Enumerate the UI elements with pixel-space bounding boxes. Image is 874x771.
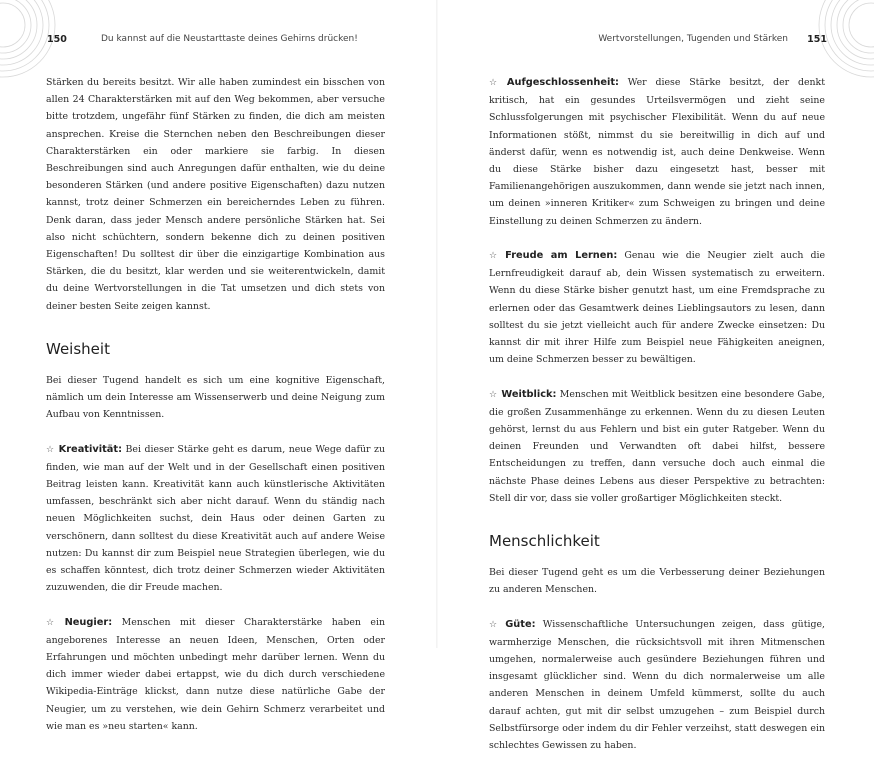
entry-weitblick: [489, 386, 825, 507]
section-intro: Bei dieser Tugend handelt es sich um eine kognitive Eigenschaft, nämlich um dein Interesse am Wissenserwerb und deine Neigung zum Aufbau von Kenntnissen.: [46, 374, 385, 421]
running-head: Du kannst auf die Neustarttaste deines Gehirns drücken!: [101, 34, 358, 44]
entry-text: Menschen mit dieser Charakterstärke haben ein angeborenes Interesse an neuen Ideen, Menschen, Orten oder Erfahrungen und möchten unbedingt mehr darüber lernen. Wenn du dich immer wieder dabei ertappst, wie du dich durch verschiedene Wikipedia-Einträge klickst, dann nutze diese natürliche Gabe der Neugier, um zu verstehen, wie dein Gehirn Schmerz verarbeitet und wie man es »neu starten« kann.: [46, 616, 385, 732]
right-page: [437, 0, 874, 752]
star-icon: ☆: [489, 251, 502, 262]
entry-text: Genau wie die Neugier zielt auch die Lernfreudigkeit darauf ab, dein Wissen systematisch zu erweitern. Wenn du diese Stärke bisher genutzt hast, um eine Fremdsprache zu erlernen oder das Gesamtwerk deines Lieblingsautors zu lesen, dann solltest du sie jetzt vielleicht auch für andere Zwecke einsetzen: Du kannst dir mit ihrer Hilfe zum Beispiel neue Fähigkeiten aneignen, um deine Schmerzen besser zu bewältigen.: [489, 250, 825, 366]
star-icon: ☆: [46, 444, 55, 455]
star-icon: ☆: [489, 389, 498, 400]
star-icon: ☆: [46, 617, 61, 628]
entry-text: Wissenschaftliche Untersuchungen zeigen, dass gütige, warmherzige Menschen, die rücksichtsvoll mit ihren Mitmenschen umgehen, normalerweise auch gesündere Beziehungen führen und insgesamt glücklicher sind. Wenn du dich normalerweise um alle anderen Menschen in deinem Umfeld kümmerst, sollte du auch darauf achten, gut mit dir selbst umzugehen – zum Beispiel durch Selbstfürsorge oder indem du dir Fehler verzeihst, statt deswegen ein schlechtes Gewissen zu haben.: [489, 618, 825, 752]
left-page-body: [46, 74, 385, 752]
entry-kreativitaet: [46, 441, 385, 597]
section-intro: Bei dieser Tugend geht es um die Verbesserung deiner Beziehungen zu anderen Menschen.: [489, 567, 825, 596]
entry-text: Menschen mit Weitblick besitzen eine besondere Gabe, die großen Zusammenhänge zu erkennen. Wenn du zu diesen Leuten gehörst, lernst du aus Fehlern und bist ein guter Ratgeber. Wenn du deinen Freunden und Verwandten oft dabei hilfst, bessere Entscheidungen zu treffen, dann versuche doch auch einmal die nächste Phase deines Lebens aus dieser Perspektive zu betrachten: Stell dir vor, dass sie voller großartiger Möglichkeiten steckt.: [489, 388, 825, 504]
entry-freude-am-lernen: [489, 247, 825, 368]
entry-term: Kreativität:: [58, 443, 122, 455]
entry-term: Freude am Lernen:: [505, 250, 618, 262]
page-number: 150: [47, 34, 67, 45]
entry-term: Güte:: [505, 618, 536, 630]
star-icon: ☆: [489, 619, 502, 630]
star-icon: ☆: [489, 78, 503, 88]
section-heading-weisheit: Weisheit: [46, 339, 110, 358]
entry-aufgeschlossenheit: [489, 74, 825, 230]
entry-guete: [489, 616, 825, 755]
entry-term: Neugier:: [64, 616, 113, 628]
intro-paragraph: Stärken du bereits besitzt. Wir alle haben zumindest ein bisschen von allen 24 Charakterstärken mit auf den Weg bekommen, aber versuche bitte trotzdem, ungefähr fünf Stärken zu finden, die dich am meisten ansprechen. Kreise die Sternchen neben den Beschreibungen dieser Charakterstärken ein oder markiere sie farbig. In diesen Beschreibungen sind auch Anregungen dafür enthalten, wie du deine besonderen Stärken (und andere positive Eigenschaften) dazu nutzen kannst, trotz deiner Schmerzen ein bereicherndes Leben zu führen. Denk daran, dass jeder Mensch andere persönliche Stärken hat. Sei also nicht schüchtern, sondern bekenne dich zu deinen positiven Eigenschaften! Du solltest dir über die einzigartige Kombination aus Stärken, die du besitzt, klar werden und sie weiterentwickeln, damit du deine Wertvorstellungen in die Tat umsetzen und dich stets von deiner besten Seite zeigen kannst.: [46, 77, 385, 312]
right-page-body: [489, 74, 825, 771]
running-head: Wertvorstellungen, Tugenden und Stärken: [598, 34, 788, 44]
left-page: [0, 0, 437, 732]
page-number: 151: [807, 34, 827, 45]
section-heading-menschlichkeit: Menschlichkeit: [489, 532, 600, 551]
entry-neugier: [46, 614, 385, 735]
entry-term: Aufgeschlossenheit:: [506, 77, 619, 88]
entry-text: Bei dieser Stärke geht es darum, neue Wege dafür zu finden, wie man auf der Welt und in der Gesellschaft einen positiven Beitrag leisten kann. Kreativität kann auch künstlerische Aktivitäten umfassen, beschränkt sich aber nicht darauf. Wenn du ständig nach neuen Möglichkeiten suchst, dein Haus oder deinen Garten zu verschönern, dann solltest du diese Kreativität auch auf andere Weise nutzen: Du kannst dir zum Beispiel neue Strategien überlegen, wie du es schaffen könntest, dich trotz deiner Schmerzen wieder Aktivitäten zuzuwenden, die dir Freude machen.: [46, 443, 385, 594]
entry-term: Weitblick:: [501, 388, 557, 400]
entry-text: Wer diese Stärke besitzt, der denkt kritisch, hat ein gesundes Urteilsvermögen und zieht seine Schlussfolgerungen mit psychischer Flexibilität. Wenn du auf neue Informationen stößt, nimmst du sie bereitwillig in dich auf und änderst dafür, wenn es notwendig ist, auch deine Denkweise. Wenn du diese Stärke bisher dazu eingesetzt hast, besser mit Familienangehörigen auszukommen, dann wende sie jetzt nach innen, um deinen »inneren Kritiker« zum Schweigen zu bringen und deine Einstellung zu deinen Schmerzen zu ändern.: [489, 77, 825, 227]
